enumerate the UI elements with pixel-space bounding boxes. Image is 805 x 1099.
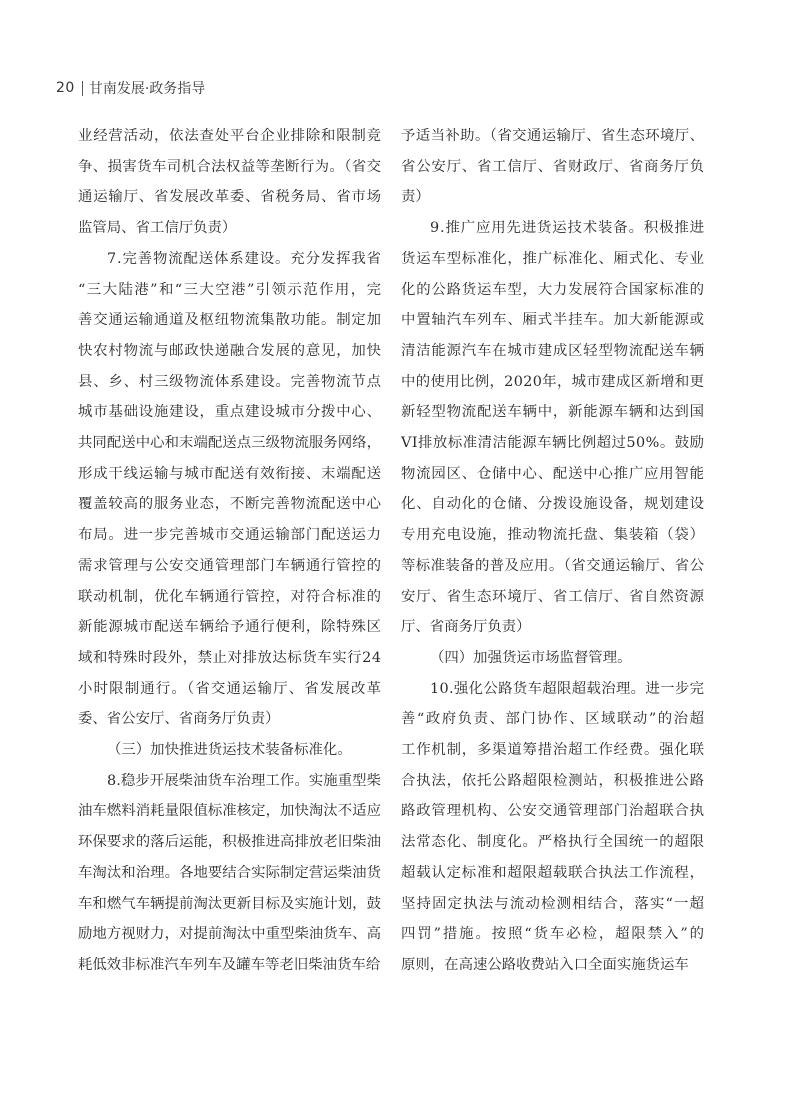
text-line: 9.推广应用先进货运技术装备。积极推进 [430,220,705,237]
text-line: 合执法，依托公路超限检测站，积极推进公路 [401,772,705,789]
text-line: 需求管理与公安交通管理部门车辆通行管控的 [78,557,382,574]
section-heading [401,643,704,674]
text-line: 争、损害货车司机合法权益等垄断行为。（省交 [78,158,382,175]
text-line: 法常态化、制度化。严格执行全国统一的超限 [401,834,705,851]
text-line: 四罚”措施。按照“货车必检，超限禁入”的 [401,926,706,943]
text-line: 7.完善物流配送体系建设。充分发挥我省 [107,250,382,267]
text-line: 8.稳步开展柴油货车治理工作。实施重型柴 [107,772,382,789]
text-line: 善交通运输通道及枢纽物流集散功能。制定加 [78,312,382,329]
text-line: 县、乡、村三级物流体系建设。完善物流节点 [78,373,382,390]
text-line: （四）加强货运市场监督管理。 [430,649,632,666]
text-line: 共同配送中心和末端配送点三级物流服务网络， [78,435,382,452]
right-column [401,121,704,981]
text-line: 坚持固定执法与流动检测相结合，落实“一超 [401,895,706,912]
text-line: 清洁能源汽车在城市建成区轻型物流配送车辆 [401,342,705,359]
text-line: 励地方视财力，对提前淘汰中重型柴油货车、高 [78,926,382,943]
text-line: 环保要求的落后运能，积极推进高排放老旧柴油 [78,834,382,851]
text-line: 新轻型物流配送车辆中，新能源车辆和达到国 [401,404,705,421]
text-line: 10.强化公路货车超限超载治理。进一步完 [430,680,705,697]
text-line: 省公安厅、省工信厅、省财政厅、省商务厅负 [401,158,705,175]
text-line: 联动机制，优化车辆通行管控，对符合标准的 [78,588,382,605]
text-line: 形成干线运输与城市配送有效衔接、末端配送 [78,465,382,482]
text-line: 覆盖较高的服务业态，不断完善物流配送中心 [78,496,382,513]
paragraph [78,244,381,735]
running-header [56,78,205,98]
text-line: 布局。进一步完善城市交通运输部门配送运力 [78,527,382,544]
text-line: 责） [401,189,430,206]
text-line: 监管局、省工信厅负责） [78,220,237,237]
paragraph [78,766,381,981]
page-number: 20 [56,80,75,96]
text-line: 厅、省商务厅负责） [401,619,531,636]
text-line: 车淘汰和治理。各地要结合实际制定营运柴油货 [78,864,382,881]
text-line: 化的公路货运车型，大力发展符合国家标准的 [401,281,705,298]
text-line: 善“政府负责、部门协作、区域联动”的治超 [401,711,706,728]
text-line: 路政管理机构、公安交通管理部门治超联合执 [401,803,705,820]
text-line: 货运车型标准化，推广标准化、厢式化、专业 [401,250,705,267]
text-line: 超载认定标准和超限超载联合执法工作流程， [401,864,705,881]
text-line: 中置轴汽车列车、厢式半挂车。加大新能源或 [401,312,705,329]
text-line: 专用充电设施，推动物流托盘、集装箱（袋） [401,527,705,544]
text-line: 小时限制通行。（省交通运输厅、省发展改革 [78,680,383,697]
text-line: 原则，在高速公路收费站入口全面实施货运车 [401,956,689,973]
text-line: 油车燃料消耗量限值标准核定，加快淘汰不适应 [78,803,382,820]
text-line: 予适当补助。（省交通运输厅、省生态环境厅、 [401,128,705,144]
header-divider [82,81,83,96]
text-line: 物流园区、仓储中心、配送中心推广应用智能 [401,465,705,482]
text-line: 通运输厅、省发展改革委、省税务局、省市场 [78,189,382,206]
paragraph [78,121,381,244]
left-column [78,121,381,981]
paragraph [401,213,704,643]
text-line: 委、省公安厅、省商务厅负责） [78,711,280,728]
section-heading [78,735,381,766]
text-line: 业经营活动，依法查处平台企业排除和限制竞 [78,128,382,144]
section-title: 甘南发展·政务指导 [88,81,206,97]
text-line: （三）加快推进货运技术装备标准化。 [107,742,352,759]
paragraph [401,121,704,213]
paragraph [401,674,704,981]
text-line: 化、自动化的仓储、分拨设施设备，规划建设 [401,496,705,513]
text-line: 新能源城市配送车辆给予通行便利，除特殊区 [78,619,382,636]
text-line: 车和燃气车辆提前淘汰更新目标及实施计划，鼓 [78,895,382,912]
text-line: 快农村物流与邮政快递融合发展的意见，加快 [78,342,382,359]
text-line: 中的使用比例，2020年，城市建成区新增和更 [401,373,705,390]
text-line: 工作机制，多渠道筹措治超工作经费。强化联 [401,742,705,759]
text-line: 域和特殊时段外，禁止对排放达标货车实行24 [78,649,382,666]
text-line: VI排放标准清洁能源车辆比例超过50%。鼓励 [401,435,705,452]
text-line: “三大陆港”和“三大空港”引领示范作用，完 [78,281,383,298]
text-line: 等标准装备的普及应用。（省交通运输厅、省公 [401,557,705,574]
text-line: 城市基础设施建设，重点建设城市分拨中心、 [78,404,382,421]
text-line: 耗低效非标准汽车列车及罐车等老旧柴油货车给 [78,956,381,973]
text-line: 安厅、省生态环境厅、省工信厅、省自然资源 [401,588,705,605]
